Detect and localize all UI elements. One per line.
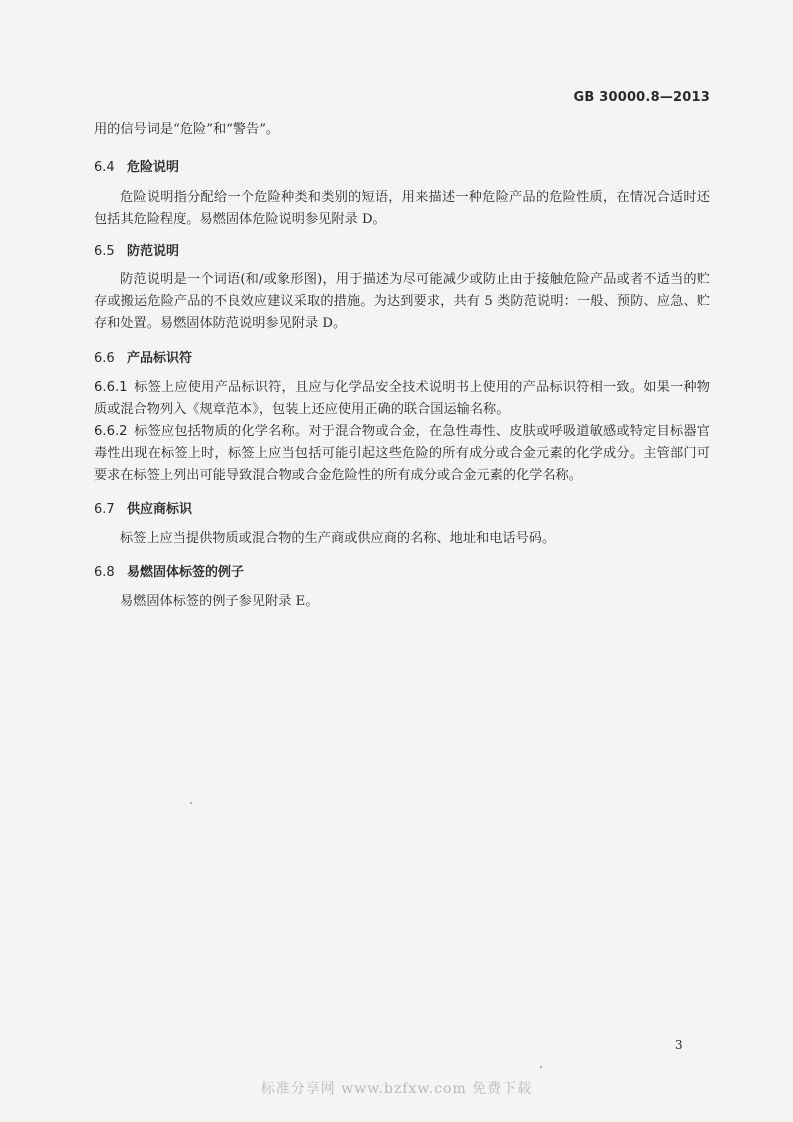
section-heading-6-6 (94, 347, 192, 366)
section-title: 易燃固体标签的例子 (127, 565, 245, 580)
section-body-6-7: 标签上应当提供物质或混合物的生产商或供应商的名称、地址和电话号码。 (120, 531, 556, 546)
scan-speck (190, 802, 192, 804)
page-number: 3 (675, 1038, 683, 1052)
section-number: 6.4 (94, 160, 115, 175)
subsection-number: 6.6.2 (94, 424, 128, 439)
section-heading-6-4 (94, 156, 179, 175)
footer-watermark: 标准分享网 www.bzfxw.com 免费下载 (260, 1081, 533, 1097)
scan-speck (540, 1066, 542, 1068)
section-body-6-8: 易燃固体标签的例子参见附录 E。 (120, 594, 319, 609)
section-title: 供应商标识 (127, 502, 193, 517)
section-number: 6.5 (94, 244, 115, 259)
subsection-number: 6.6.1 (94, 380, 128, 395)
section-title: 防范说明 (127, 244, 180, 259)
section-title: 危险说明 (127, 160, 180, 175)
section-heading-6-7 (94, 498, 192, 517)
section-title: 产品标识符 (127, 351, 193, 366)
section-heading-6-5 (94, 240, 179, 259)
section-number: 6.8 (94, 565, 115, 580)
section-number: 6.7 (94, 502, 115, 517)
intro-line: 用的信号词是“危险”和“警告”。 (94, 122, 280, 137)
standard-code: GB 30000.8—2013 (573, 90, 710, 105)
subsection-6-6-1 (94, 377, 710, 421)
section-number: 6.6 (94, 351, 115, 366)
section-heading-6-8 (94, 561, 244, 580)
section-body-6-4: 危险说明指分配给一个危险种类和类别的短语，用来描述一种危险产品的危险性质，在情况合适时还包括其危险程度。易燃固体危险说明参见附录 D。 (94, 190, 710, 227)
subsection-6-6-2 (94, 421, 710, 487)
subsection-text: 标签应包括物质的化学名称。对于混合物或合金，在急性毒性、皮肤或呼吸道敏感或特定目标器官毒性出现在标签上时，标签上应当包括可能引起这些危险的所有成分或合金元素的化学成分。主管部门可要求在标签上列出可能导致混合物或合金危险性的所有成分或合金元素的化学名称。 (94, 424, 710, 483)
subsection-text: 标签上应使用产品标识符，且应与化学品安全技术说明书上使用的产品标识符相一致。如果一种物质或混合物列入《规章范本》，包装上还应使用正确的联合国运输名称。 (94, 380, 710, 417)
section-body-6-5: 防范说明是一个词语(和/或象形图)，用于描述为尽可能减少或防止由于接触危险产品或者不适当的贮存或搬运危险产品的不良效应建议采取的措施。为达到要求，共有 5 类防范说明：一般、预防、应急、贮存和处置。易燃固体防范说明参见附录 D。 (94, 272, 710, 331)
